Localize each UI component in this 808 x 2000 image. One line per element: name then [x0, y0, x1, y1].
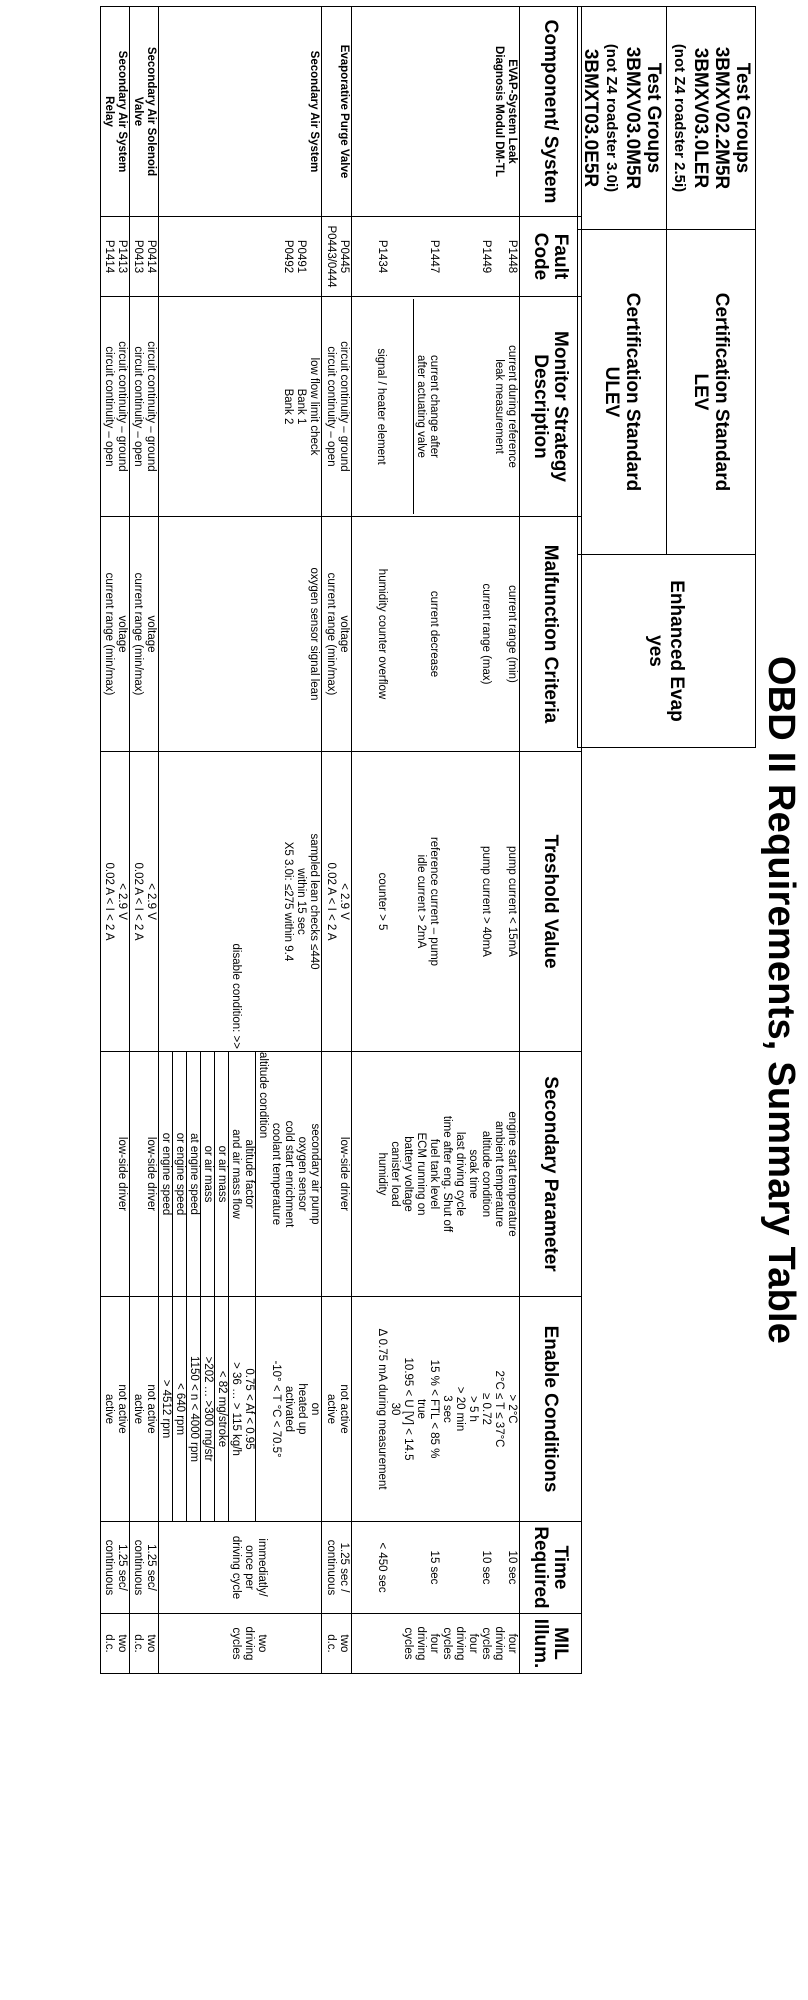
- cell-line: last driving cycle: [454, 1131, 466, 1217]
- cell-line: current decrease: [428, 590, 440, 678]
- column-header: Time Required: [520, 1522, 582, 1614]
- component-cell: [130, 7, 159, 217]
- cell-line: Valve: [132, 96, 144, 127]
- criteria-cell: [352, 517, 520, 752]
- table-row: [101, 7, 130, 1674]
- cell-line: 1.25 sec/: [145, 1544, 157, 1591]
- cell-line: altitude condition: [255, 1052, 269, 1296]
- cell-line: 0.02 A < I < 2 A: [325, 862, 337, 941]
- cell-line: continuous: [132, 1539, 144, 1596]
- cell-line: < 450 sec: [376, 1542, 388, 1593]
- cell-line: disable condition: >>: [230, 943, 242, 1049]
- cell-line: P0413: [132, 239, 144, 274]
- cell-line: 0.02 A < I < 2 A: [103, 862, 115, 941]
- cell-line: coolant temperature: [270, 1122, 282, 1226]
- obd-requirements-table: [100, 6, 582, 1674]
- cell-line: 3 sec: [441, 1395, 453, 1423]
- criteria-cell: [130, 517, 159, 752]
- spacer: [479, 299, 492, 514]
- spacer: [294, 1524, 307, 1611]
- cell-line: P1434: [376, 239, 388, 274]
- cell-line: low-side driver: [338, 1136, 350, 1212]
- component-cell: [322, 7, 352, 217]
- cell-line: 15 sec: [428, 1550, 440, 1585]
- cell-line: circuit continuity – ground: [116, 341, 128, 472]
- cell-line: Secondary Air Solenoid: [145, 46, 157, 177]
- page-title: OBD II Requirements, Summary Table: [760, 655, 802, 1345]
- time-required-cell: [130, 1522, 159, 1614]
- header-line: yes: [645, 635, 667, 667]
- spacer: [388, 519, 401, 749]
- cell-line: humidity counter overflow: [376, 568, 388, 700]
- spacer: [466, 519, 479, 749]
- cell-line: 1.25 sec/: [116, 1544, 128, 1591]
- cell-line: true: [415, 1399, 427, 1419]
- cell-line: altitude factor: [243, 1139, 255, 1209]
- cell-line: cold start enrichment: [283, 1120, 295, 1228]
- cell-line: circuit continuity – open: [132, 346, 144, 467]
- secondary-parameter-cell: [159, 1052, 322, 1297]
- header-table: [577, 6, 756, 748]
- column-header: Treshold Value: [520, 752, 582, 1052]
- enable-conditions-cell: [159, 1297, 322, 1522]
- enable-conditions-cell: [322, 1297, 352, 1522]
- spacer: [466, 754, 479, 1049]
- cell-line: driving: [493, 1626, 505, 1661]
- criteria-cell: [159, 517, 322, 752]
- cell-line: > 4512 rpm: [160, 1379, 172, 1439]
- spacer: [492, 519, 505, 749]
- spacer: [281, 1616, 294, 1671]
- cell-line: activated: [283, 1385, 295, 1433]
- cell-line: Secondary Air System: [308, 50, 320, 173]
- cell-line: active: [103, 1393, 115, 1425]
- header-line: 3BMXV03.0M5R: [622, 46, 643, 190]
- cell-line: leak measurement: [493, 359, 505, 454]
- secondary-parameter-cell: [322, 1052, 352, 1297]
- time-required-cell: [159, 1522, 322, 1614]
- header-line: Test Groups: [732, 62, 753, 174]
- component-cell: [352, 7, 520, 217]
- monitor-cell: [159, 297, 322, 517]
- cell-line: altitude condition: [480, 1130, 492, 1218]
- cell-line: sampled lean checks ≤440: [308, 833, 320, 970]
- spacer: [388, 219, 401, 294]
- test-groups-2-cell: [578, 7, 667, 230]
- cell-line: P1414: [103, 239, 115, 274]
- cell-line: cycles: [402, 1627, 414, 1660]
- time-required-cell: [101, 1522, 130, 1614]
- cell-line: low flow limit check: [308, 357, 320, 456]
- cell-line: signal / heater element: [375, 348, 387, 465]
- cell-line: > 20 min: [454, 1386, 466, 1432]
- enable-conditions-cell: [130, 1297, 159, 1522]
- cell-line: cycles: [441, 1627, 453, 1660]
- spacer: [492, 754, 505, 1049]
- time-required-cell: [322, 1522, 352, 1614]
- spacer: [268, 1616, 281, 1671]
- spacer: [492, 1524, 505, 1611]
- cell-line: after actuating valve: [413, 299, 427, 514]
- cell-line: continuous: [103, 1539, 115, 1596]
- cell-line: P1447: [428, 239, 440, 274]
- cell-line: voltage: [338, 615, 350, 653]
- cell-line: humidity: [376, 1152, 388, 1196]
- cell-line: pump current > 40mA: [480, 846, 492, 957]
- cell-line: cycles: [480, 1627, 492, 1660]
- spacer: [440, 754, 453, 1049]
- spacer: [307, 1524, 320, 1611]
- secondary-parameter-cell: [130, 1052, 159, 1297]
- cell-line: current during reference: [506, 345, 518, 468]
- cell-line: ≥ 0.72: [480, 1393, 492, 1425]
- cell-line: circuit continuity – ground: [338, 341, 350, 472]
- spacer: [414, 1524, 427, 1611]
- component-cell: [159, 7, 322, 217]
- cell-line: P1449: [480, 239, 492, 274]
- cell-line: counter > 5: [376, 872, 388, 931]
- cell-line: EVAP-System Leak: [506, 59, 518, 164]
- cell-line: idle current > 2mA: [415, 854, 427, 949]
- cell-line: < 2.9 V: [338, 883, 350, 920]
- cell-line: < 2.9 V: [145, 883, 157, 920]
- cell-line: fuel tank level: [428, 1138, 440, 1210]
- monitor-cell: [101, 297, 130, 517]
- cell-line: secondary air pump: [309, 1123, 321, 1225]
- cell-line: P0443/0444: [325, 225, 337, 288]
- table-row: [322, 7, 352, 1674]
- threshold-cell: [352, 752, 520, 1052]
- header-line: Enhanced Evap: [666, 580, 688, 722]
- header-line: LEV: [690, 373, 711, 411]
- cell-line: < 2.9 V: [116, 883, 128, 920]
- cell-line: 1150 < n < 4000 rpm: [186, 1297, 200, 1521]
- header-line: Certification Standard: [711, 292, 732, 492]
- cell-line: low-side driver: [116, 1136, 128, 1212]
- cell-line: Bank 1: [295, 388, 307, 425]
- cell-line: oxygen sensor signal lean: [308, 567, 320, 701]
- spacer: [268, 1524, 281, 1611]
- spacer: [242, 754, 255, 1049]
- cell-line: heated up: [296, 1383, 308, 1435]
- fault-code-cell: [130, 217, 159, 297]
- mil-cell: [101, 1614, 130, 1674]
- spacer: [440, 219, 453, 294]
- cell-line: engine start temperature: [506, 1111, 518, 1237]
- header-line: Certification Standard: [622, 292, 643, 492]
- mil-cell: [352, 1614, 520, 1674]
- cell-line: < 82 mg/stroke: [214, 1297, 228, 1521]
- cell-line: two: [145, 1634, 157, 1653]
- cell-line: two: [338, 1634, 350, 1653]
- cell-line: cycles: [230, 1627, 242, 1660]
- cell-line: four: [428, 1633, 440, 1654]
- cell-line: or air mass: [214, 1052, 228, 1296]
- cell-line: within 15 sec: [295, 868, 307, 935]
- cell-line: active: [132, 1393, 144, 1425]
- cell-line: ECM running on: [415, 1132, 427, 1216]
- cell-line: or engine speed: [172, 1052, 186, 1296]
- cell-line: pump current < 15mA: [506, 846, 518, 957]
- cell-line: Evaporative Purge Valve: [338, 44, 350, 179]
- cell-line: driving: [243, 1626, 255, 1661]
- threshold-cell: [159, 752, 322, 1052]
- cell-line: P1448: [506, 239, 518, 274]
- cell-line: not active: [145, 1384, 157, 1434]
- cell-line: or air mass: [200, 1052, 214, 1296]
- cell-line: 10 sec: [506, 1550, 518, 1585]
- mil-cell: [130, 1614, 159, 1674]
- cell-line: two: [116, 1634, 128, 1653]
- spacer: [294, 1616, 307, 1671]
- cell-line: current change after: [428, 355, 440, 458]
- cell-line: 30: [389, 1402, 401, 1416]
- cell-line: current range (min/max): [132, 572, 144, 696]
- spacer: [307, 1616, 320, 1671]
- cell-line: and air mass flow: [228, 1052, 242, 1296]
- spacer: [400, 299, 413, 514]
- column-header: MIL Illum.: [520, 1614, 582, 1674]
- cell-line: low-side driver: [145, 1136, 157, 1212]
- cell-line: at engine speed: [186, 1052, 200, 1296]
- spacer: [466, 219, 479, 294]
- spacer: [414, 219, 427, 294]
- spacer: [414, 519, 427, 749]
- spacer: [255, 1297, 269, 1521]
- cell-line: current range (min/max): [103, 572, 115, 696]
- spacer: [401, 519, 414, 749]
- header-line: 3BMXV03.0LER: [690, 47, 711, 189]
- spacer: [281, 1524, 294, 1611]
- spacer: [440, 299, 453, 514]
- cell-line: Δ 0.75 mA during measurement: [376, 1328, 388, 1490]
- fault-code-cell: [322, 217, 352, 297]
- cell-line: four: [506, 1633, 518, 1654]
- spacer: [307, 219, 320, 294]
- cell-line: not active: [338, 1384, 350, 1434]
- cell-line: four: [467, 1633, 479, 1654]
- table-row: [352, 7, 520, 1674]
- enhanced-evap-cell: [578, 555, 756, 748]
- cell-line: canister load: [389, 1141, 401, 1207]
- spacer: [453, 299, 466, 514]
- mil-cell: [322, 1614, 352, 1674]
- cell-line: oxygen sensor: [296, 1136, 308, 1212]
- cell-line: driving: [415, 1626, 427, 1661]
- header-line: 3BMXT03.0E5R: [580, 48, 601, 188]
- cell-line: circuit continuity – open: [103, 346, 115, 467]
- cell-line: P0414: [145, 239, 157, 274]
- header-line: (not Z4 roadster 2.5i): [671, 43, 688, 193]
- column-header: Monitor Strategy Description: [520, 297, 582, 517]
- secondary-parameter-cell: [352, 1052, 520, 1297]
- cell-line: immediatly/: [256, 1538, 268, 1597]
- cell-line: > 2°C: [506, 1394, 518, 1424]
- cell-line: P0492: [282, 239, 294, 274]
- column-header: Secondary Parameter: [520, 1052, 582, 1297]
- spacer: [268, 754, 281, 1049]
- spacer: [387, 299, 400, 514]
- cell-line: current range (min/max): [325, 572, 337, 696]
- cell-line: on: [309, 1402, 321, 1416]
- cell-line: 15 % < FTL < 85 %: [428, 1359, 440, 1459]
- cell-line: once per: [243, 1545, 255, 1590]
- cell-line: reference current – pump: [428, 836, 440, 967]
- cell-line: 2°C ≤ T ≤ 37°C: [493, 1370, 505, 1448]
- spacer: [401, 754, 414, 1049]
- spacer: [401, 219, 414, 294]
- spacer: [453, 1524, 466, 1611]
- header-line: ULEV: [601, 366, 622, 418]
- cell-line: soak time: [467, 1149, 479, 1199]
- cell-line: P1413: [116, 239, 128, 274]
- enable-conditions-cell: [352, 1297, 520, 1522]
- threshold-cell: [322, 752, 352, 1052]
- column-header: Enable Conditions: [520, 1297, 582, 1522]
- spacer: [492, 219, 505, 294]
- cell-line: 1.25 sec /: [338, 1542, 350, 1593]
- cell-line: voltage: [116, 615, 128, 653]
- header-line: (not Z4 roadster 3.0i): [603, 43, 620, 193]
- cell-line: or engine speed: [160, 1132, 172, 1216]
- cell-line: driving cycle: [230, 1535, 242, 1600]
- criteria-cell: [322, 517, 352, 752]
- cell-line: 10.95 < U [V] < 14.5: [402, 1357, 414, 1461]
- table-row: [130, 7, 159, 1674]
- spacer: [466, 1524, 479, 1611]
- cell-line: circuit continuity – ground: [145, 341, 157, 472]
- cell-line: voltage: [145, 615, 157, 653]
- spacer: [453, 519, 466, 749]
- spacer: [401, 1524, 414, 1611]
- cell-line: 0.75 < Af < 0.95: [243, 1368, 255, 1450]
- spacer: [466, 299, 479, 514]
- spacer: [388, 754, 401, 1049]
- cell-line: time after eng. Shut off: [441, 1115, 453, 1233]
- spacer: [440, 1524, 453, 1611]
- component-cell: [101, 7, 130, 217]
- cell-line: d.c.: [325, 1634, 337, 1653]
- secondary-parameter-cell: [101, 1052, 130, 1297]
- fault-code-cell: [352, 217, 520, 297]
- cell-line: > 5 h: [467, 1396, 479, 1422]
- spacer: [440, 519, 453, 749]
- fault-code-cell: [159, 217, 322, 297]
- threshold-cell: [130, 752, 159, 1052]
- cell-line: circuit continuity – open: [325, 346, 337, 467]
- cell-line: 10 sec: [480, 1550, 492, 1585]
- cell-line: > 36 … > 115 kg/h: [228, 1297, 242, 1521]
- column-header: Component/ System: [520, 7, 582, 217]
- monitor-cell: [352, 297, 520, 517]
- cell-line: Relay: [103, 96, 115, 127]
- cell-line: P0491: [295, 239, 307, 274]
- monitor-cell: [322, 297, 352, 517]
- cell-line: active: [325, 1393, 337, 1425]
- cert-1-cell: [667, 230, 756, 555]
- column-header: Malfunction Criteria: [520, 517, 582, 752]
- cell-line: Secondary Air System: [116, 50, 128, 173]
- cell-line: continuous: [325, 1539, 337, 1596]
- criteria-cell: [101, 517, 130, 752]
- header-line: 3BMXV02.2M5R: [711, 46, 732, 190]
- cell-line: d.c.: [132, 1634, 144, 1653]
- column-header: Fault Code: [520, 217, 582, 297]
- cell-line: driving: [454, 1626, 466, 1661]
- table-row: [159, 7, 322, 1674]
- cell-line: current range (min): [506, 585, 518, 683]
- cert-2-cell: [578, 230, 667, 555]
- cell-line: < 640 rpm: [172, 1297, 186, 1521]
- monitor-cell: [130, 297, 159, 517]
- test-groups-1-cell: [667, 7, 756, 230]
- mil-cell: [159, 1614, 322, 1674]
- enable-conditions-cell: [101, 1297, 130, 1522]
- cell-line: 0.02 A < I < 2 A: [132, 862, 144, 941]
- cell-line: ambient temperature: [493, 1120, 505, 1228]
- threshold-cell: [101, 752, 130, 1052]
- cell-line: P0445: [338, 239, 350, 274]
- spacer: [255, 754, 268, 1049]
- spacer: [453, 754, 466, 1049]
- cell-line: current range (max): [480, 583, 492, 685]
- cell-line: d.c.: [103, 1634, 115, 1653]
- cell-line: two: [256, 1634, 268, 1653]
- spacer: [453, 219, 466, 294]
- cell-line: Diagnosis Modul DM-TL: [493, 46, 505, 177]
- time-required-cell: [352, 1522, 520, 1614]
- header-line: Test Groups: [643, 62, 664, 174]
- fault-code-cell: [101, 217, 130, 297]
- cell-line: battery voltage: [402, 1136, 414, 1212]
- spacer: [388, 1524, 401, 1611]
- cell-line: -10° < T °C < 70.5°: [270, 1360, 282, 1458]
- cell-line: Bank 2: [282, 388, 294, 425]
- cell-line: not active: [116, 1384, 128, 1434]
- cell-line: >202 … >300 mg/str: [200, 1297, 214, 1521]
- cell-line: X5 3.0i: ≤275 within 9.4: [282, 841, 294, 962]
